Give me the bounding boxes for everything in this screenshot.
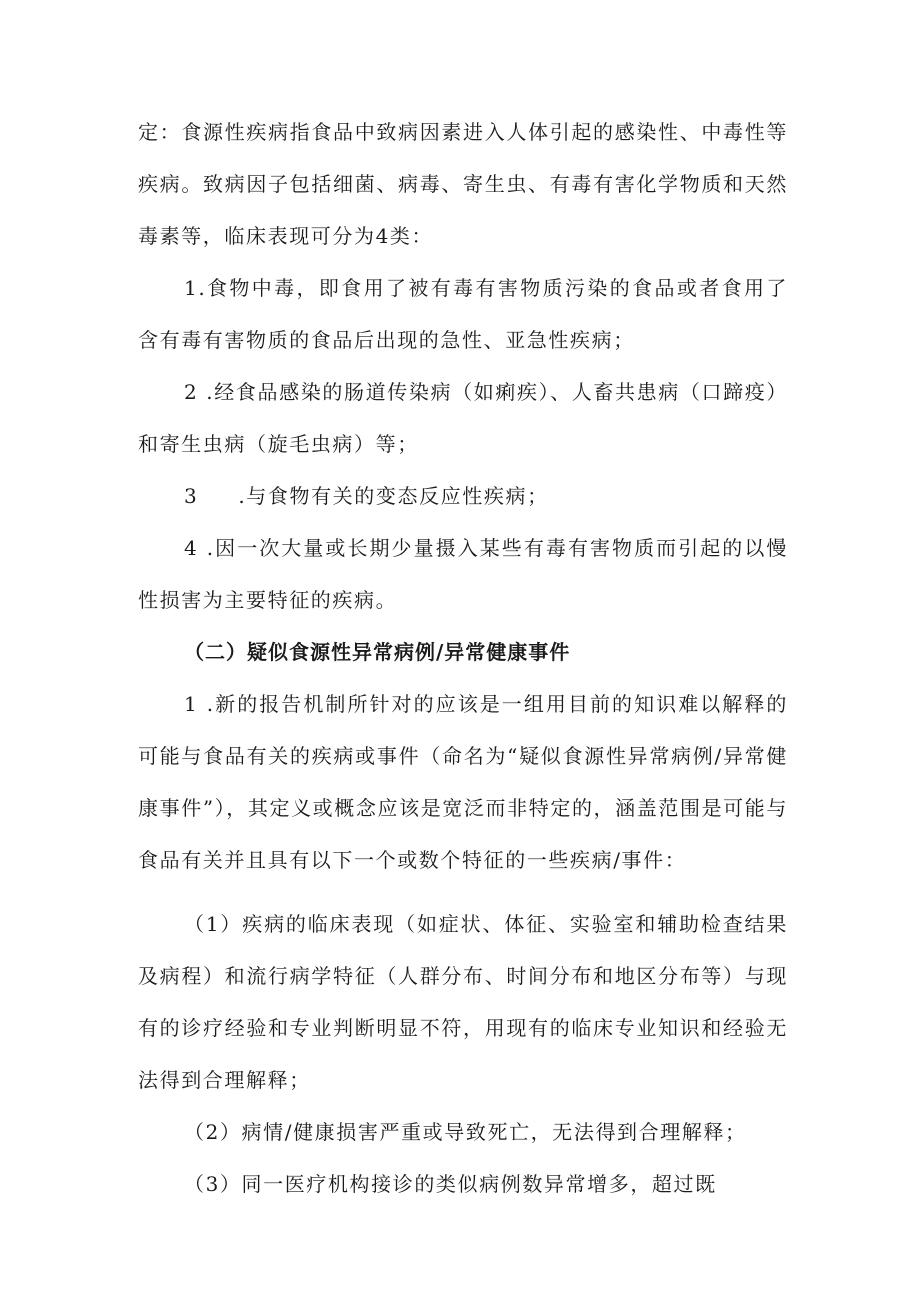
paragraph-item-4: 4 .因一次大量或长期少量摄入某些有毒有害物质而引起的以慢性损害为主要特征的疾病。 — [138, 536, 788, 612]
item-3-number: 3 — [184, 484, 199, 508]
item-3-text: .与食物有关的变态反应性疾病； — [238, 484, 549, 508]
paragraph-feature-1: （1）疾病的临床表现（如症状、体征、实验室和辅助检查结果及病程）和流行病学特征（人群分布、时间分布和地区分布等）与现有的诊疗经验和专业判断明显不符，用现有的临床专业知识和经验无法得到合理解释； — [138, 912, 788, 1092]
paragraph-mechanism: 1 .新的报告机制所针对的应该是一组用目前的知识难以解释的可能与食品有关的疾病或事件（命名为“疑似食源性异常病例/异常健康事件”），其定义或概念应该是宽泛而非特定的，涵盖范围是可能与食品有关并且具有以下一个或数个特征的一些疾病/事件： — [138, 692, 788, 872]
paragraph-feature-3: （3）同一医疗机构接诊的类似病例数异常增多，超过既 — [184, 1172, 717, 1196]
paragraph-feature-2: （2）病情/健康损害严重或导致死亡，无法得到合理解释； — [184, 1120, 747, 1144]
section-heading: （二）疑似食源性异常病例/异常健康事件 — [184, 640, 571, 664]
paragraph-definition: 定：食源性疾病指食品中致病因素进入人体引起的感染性、中毒性等疾病。致病因子包括细菌、病毒、寄生虫、有毒有害化学物质和天然毒素等，临床表现可分为4类： — [138, 120, 788, 248]
paragraph-item-1: 1.食物中毒，即食用了被有毒有害物质污染的食品或者食用了含有毒有害物质的食品后出现的急性、亚急性疾病； — [138, 276, 788, 352]
paragraph-item-2: 2 .经食品感染的肠道传染病（如痢疾）、人畜共患病（口蹄疫）和寄生虫病（旋毛虫病）等； — [138, 380, 788, 456]
paragraph-item-3 — [138, 470, 788, 522]
